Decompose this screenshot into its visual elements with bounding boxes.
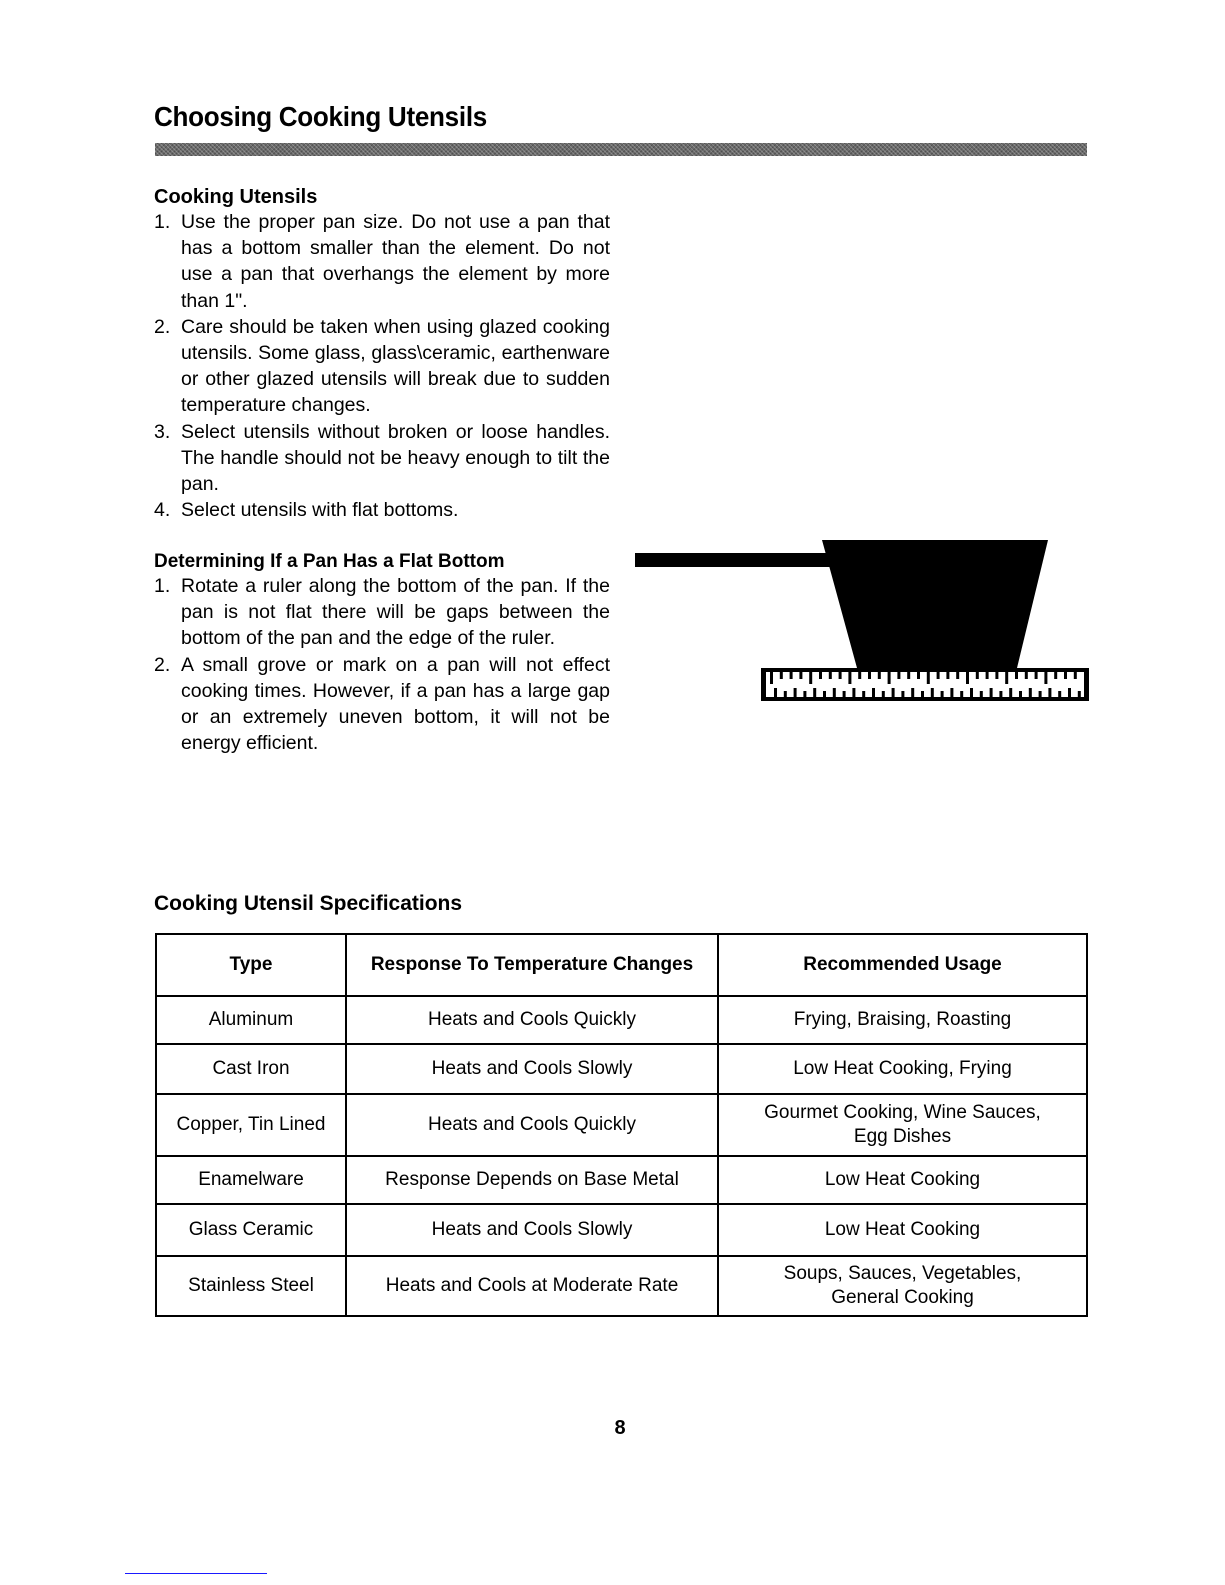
list-item [154,497,610,523]
ruler-tick [872,688,875,697]
cooking-utensils-section [154,186,610,523]
ruler-tick [882,691,885,697]
ruler-tick [917,672,920,679]
ruler-tick [970,688,973,697]
title-divider-bar [155,143,1087,156]
ruler-tick [803,691,806,697]
ruler-tick [1074,672,1077,679]
ruler-tick [848,672,851,684]
cell-type: Copper, Tin Lined [156,1094,346,1156]
table-row [156,1044,1087,1094]
ruler-tick [1068,688,1071,697]
cooking-utensils-list [154,209,610,523]
ruler-tick [813,688,816,697]
ruler-tick [868,672,871,679]
cell-usage: Gourmet Cooking, Wine Sauces, Egg Dishes [718,1094,1087,1156]
cell-usage: Low Heat Cooking [718,1204,1087,1256]
ruler-tick [833,688,836,697]
ruler-tick [1044,672,1047,684]
ruler-tick [950,688,953,697]
cell-usage: Low Heat Cooking [718,1156,1087,1204]
list-item [154,419,610,498]
ruler-tick [794,688,797,697]
pan-on-ruler-illustration [630,530,1100,710]
table-row [156,996,1087,1044]
ruler-tick [878,672,881,679]
pan-handle [635,553,835,567]
cell-usage: Frying, Braising, Roasting [718,996,1087,1044]
ruler-tick [1015,672,1018,679]
cell-usage: Soups, Sauces, Vegetables, General Cooking [718,1256,1087,1316]
ruler-tick [956,672,959,679]
ruler-tick [819,672,822,679]
ruler-tick [888,672,891,684]
item-number: 3. [154,420,171,443]
ruler-tick [780,672,783,679]
ruler-tick [980,691,983,697]
item-text: Select utensils without broken or loose handles. The handle should not be heavy enough to tilt the pan. [181,420,610,496]
ruler-tick [892,688,895,697]
ruler-tick [995,672,998,679]
pan-body [822,540,1048,668]
ruler-tick [843,691,846,697]
page-title: Choosing Cooking Utensils [154,101,487,132]
page-number: 8 [614,1417,626,1439]
specifications-table [155,933,1088,1317]
cell-type: Glass Ceramic [156,1204,346,1256]
list-item [154,652,610,757]
cell-type: Aluminum [156,996,346,1044]
ruler-tick [809,672,812,684]
ruler-tick [1005,672,1008,684]
ruler-tick [839,672,842,679]
table-header-row [156,934,1087,996]
cell-response: Heats and Cools Quickly [346,1094,718,1156]
ruler-tick [999,691,1002,697]
ruler-tick [946,672,949,679]
item-number: 1. [154,211,171,233]
ruler-icon [761,668,1089,701]
specifications-heading: Cooking Utensil Specifications [154,892,463,915]
ruler-tick [1009,688,1012,697]
ruler-tick [829,672,832,679]
ruler-tick [1078,691,1081,697]
ruler-tick [1039,691,1042,697]
list-item [154,314,610,419]
cell-response: Heats and Cools Slowly [346,1044,718,1094]
ruler-tick [1025,672,1028,679]
column-header-type: Type [156,934,346,996]
item-number: 2. [154,653,171,676]
ruler-tick [897,672,900,679]
ruler-tick [937,672,940,679]
cell-type: Enamelware [156,1156,346,1204]
ruler-tick [1048,688,1051,697]
ruler-tick [1035,672,1038,679]
ruler-tick [931,688,934,697]
item-number: 2. [154,315,171,338]
flat-bottom-heading: Determining If a Pan Has a Flat Bottom [154,551,505,572]
cell-usage: Low Heat Cooking, Frying [718,1044,1087,1094]
ruler-tick [1054,672,1057,679]
ruler-tick [852,688,855,697]
ruler-tick [784,691,787,697]
footer-link-underline[interactable] [125,1573,267,1574]
list-item [154,209,610,314]
ruler-tick [799,672,802,679]
ruler-tick [907,672,910,679]
item-text: Care should be taken when using glazed cooking utensils. Some glass, glass\ceramic, earthenware or other glazed utensils will break due to sudden temperature changes. [181,315,610,417]
item-number: 1. [154,575,171,597]
ruler-tick [966,672,969,684]
ruler-tick [927,672,930,684]
table-row [156,1256,1087,1316]
ruler-tick [774,688,777,697]
item-text: Use the proper pan size. Do not use a pan that has a bottom smaller than the element. Do not use a pan that overhangs the element by more than 1". [181,211,610,312]
ruler-tick [1058,691,1061,697]
table-row [156,1094,1087,1156]
ruler-tick [911,688,914,697]
cooking-utensils-heading: Cooking Utensils [154,186,318,208]
flat-bottom-section [154,551,610,756]
ruler-tick [941,691,944,697]
ruler-tick [986,672,989,679]
ruler-tick [1064,672,1067,679]
item-text: Rotate a ruler along the bottom of the pan. If the pan is not flat there will be gaps between the bottom of the pan and the edge of the ruler. [181,575,610,650]
ruler-tick [976,672,979,679]
item-text: A small grove or mark on a pan will not effect cooking times. However, if a pan has a large gap or an extremely uneven bottom, it will not be energy efficient. [181,653,610,755]
ruler-tick [1029,688,1032,697]
cell-type: Cast Iron [156,1044,346,1094]
ruler-tick [901,691,904,697]
cell-response: Heats and Cools Slowly [346,1204,718,1256]
cell-response: Heats and Cools Quickly [346,996,718,1044]
column-header-usage: Recommended Usage [718,934,1087,996]
ruler-tick [960,691,963,697]
ruler-tick [1019,691,1022,697]
table-row [156,1156,1087,1204]
ruler-tick [858,672,861,679]
table-row [156,1204,1087,1256]
cell-response: Heats and Cools at Moderate Rate [346,1256,718,1316]
item-number: 4. [154,499,171,522]
list-item [154,573,610,652]
ruler-tick [862,691,865,697]
ruler-tick [770,672,773,684]
cell-response: Response Depends on Base Metal [346,1156,718,1204]
flat-bottom-list [154,573,610,756]
column-header-response: Response To Temperature Changes [346,934,718,996]
ruler-tick [990,688,993,697]
item-text: Select utensils with flat bottoms. [181,499,459,522]
ruler-tick [823,691,826,697]
ruler-tick [921,691,924,697]
cell-type: Stainless Steel [156,1256,346,1316]
ruler-tick [790,672,793,679]
